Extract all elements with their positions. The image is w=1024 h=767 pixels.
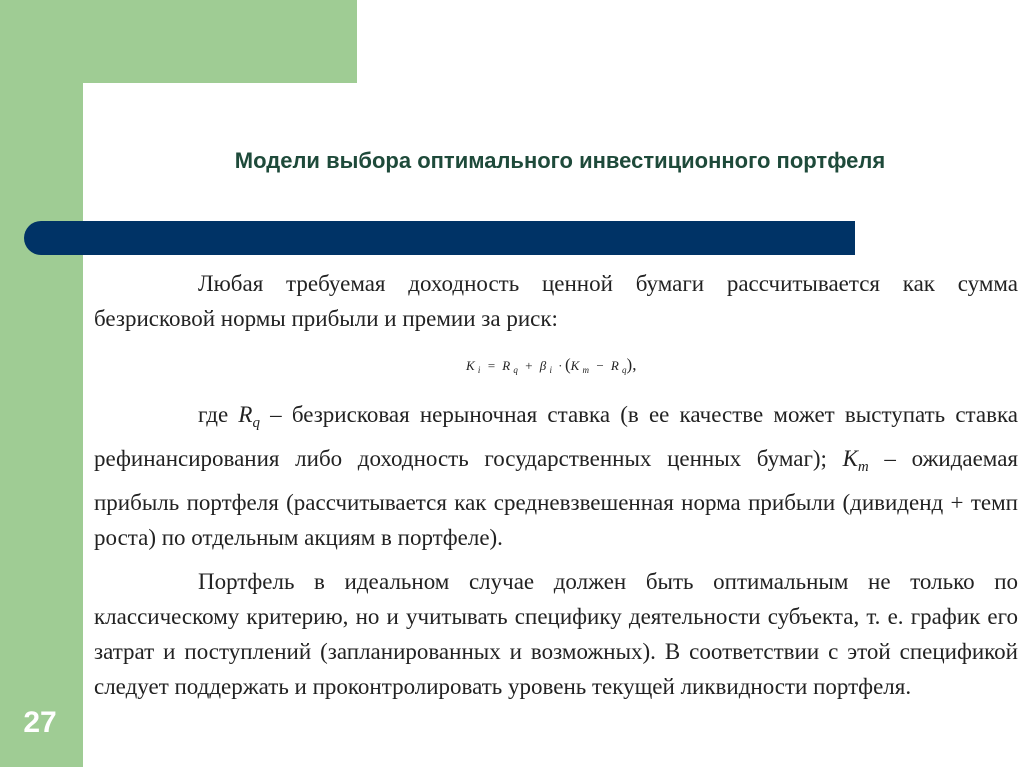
paragraph-portfolio-optimality bbox=[94, 564, 1018, 704]
formula-beta-sub: i bbox=[549, 365, 552, 375]
rq-variable: R bbox=[238, 402, 253, 427]
formula-rq-sub: q bbox=[622, 365, 627, 375]
top-green-bar bbox=[0, 0, 357, 83]
formula-r: R bbox=[502, 358, 511, 373]
formula-k-sub: i bbox=[477, 365, 481, 375]
formula-minus: − bbox=[595, 358, 605, 373]
formula-r-sub: q bbox=[513, 365, 518, 375]
title-underline-bar bbox=[24, 221, 855, 255]
formula-dot: · bbox=[558, 358, 562, 373]
rq-subscript: q bbox=[252, 415, 260, 431]
formula-km-sub: m bbox=[582, 365, 590, 375]
paragraph3-text: Портфель в идеальном случае должен быть оптимальным не только по классическому критерию, но и учитывать специфику деятельности субъекта, т. е. график его затрат и поступлений (запланированных и возможных). В соответствии с этой спецификой следует поддержать и проконтролировать уровень текущей ликвидности портфеля. bbox=[94, 569, 1018, 699]
paragraph2-text1: – безрисковая нерыночная ставка (в ее качестве может выступать ставка рефинансирования либо доходность государственных ценных бумаг); bbox=[94, 402, 1018, 471]
paragraph-return-definition bbox=[94, 266, 1018, 336]
where-word: где bbox=[198, 402, 239, 427]
km-subscript: m bbox=[857, 459, 869, 475]
formula-open-paren: ( bbox=[564, 355, 571, 374]
formula-plus: + bbox=[524, 358, 534, 373]
paragraph-variable-definitions bbox=[94, 397, 1018, 555]
formula-km: K bbox=[570, 358, 580, 373]
formula-beta: β bbox=[539, 358, 547, 373]
km-variable: K bbox=[842, 446, 858, 471]
formula-rq: R bbox=[610, 358, 619, 373]
page-number: 27 bbox=[23, 706, 57, 739]
slide-title: Модели выбора оптимального инвестиционного портфеля bbox=[234, 148, 886, 173]
paragraph2-text2: – ожидаемая прибыль портфеля (рассчитывается как средневзвешенная норма прибыли (дивиденд + темп роста) по отдельным акциям в портфеле). bbox=[94, 446, 1018, 550]
formula-k: K bbox=[466, 358, 475, 373]
formula-eq: = bbox=[486, 358, 496, 373]
left-green-bar bbox=[0, 0, 83, 767]
formula-required-return bbox=[466, 355, 636, 375]
formula-close-paren: ), bbox=[626, 355, 637, 374]
paragraph1-text: Любая требуемая доходность ценной бумаги рассчитывается как сумма безрисковой нормы прибыли и премии за риск: bbox=[94, 271, 1018, 331]
